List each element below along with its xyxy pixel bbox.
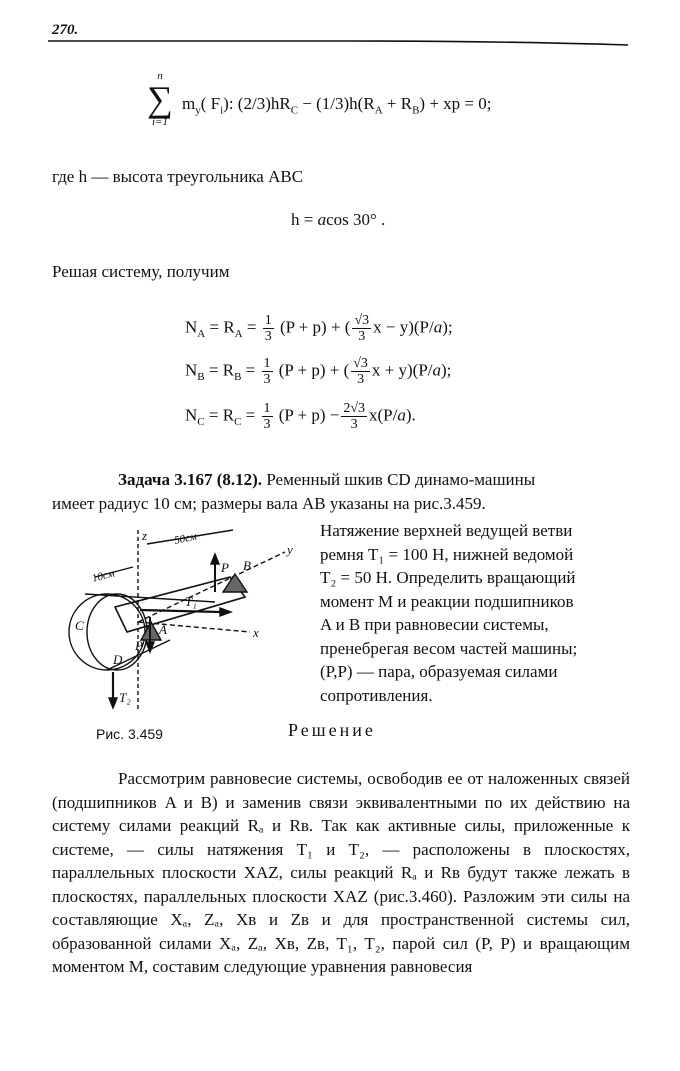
problem-line: A и B при равновесии системы, [320,615,549,634]
label-dim-10: 10см [90,567,116,585]
problem-line: ремня T₁ = 100 H, нижней ведомой [320,544,574,564]
label-d: D [113,652,123,667]
problem-line: T₂ = 50 H. Определить вращающий [320,568,576,587]
figure-3-459 [55,522,310,717]
sum-operator: n ∑ i=1 [147,70,173,128]
p-arrowhead-right [211,554,219,564]
shaft [115,577,245,632]
label-p1: P [221,560,229,575]
h-equation: h = acos 30° . [291,210,386,229]
na-fraction: $\frac{1}{3}$ [264,313,272,344]
label-b: B [243,558,251,573]
problem-line: Натяжение верхней ведущей ветви [320,521,573,540]
solution-title: Решение [288,720,376,740]
bearing-b [223,574,247,592]
na-sqrt-fraction: $\frac{√3}{3}$ [354,313,370,344]
nc-sqrt-fraction: $\frac{2√3}{3}$ [343,401,366,432]
header-rule [48,40,628,46]
page-number: 270. [52,22,79,38]
problem-line: (P,P) — пара, образуемая силами [320,662,558,681]
problem-line: сопротивления. [320,685,433,705]
moment-equation: $m_y$( $F_i$): $(2/3)hR_C - (1/3)h(R_A + R_B)$ + xp = 0; [182,94,492,117]
nc-equation: $N_C = R_C$ = $\frac{1}{3}$ (P + p) − $\frac{2√3}{3}$ x(P/a). [185,401,416,432]
problem-statement: Задача 3.167 (8.12). Ременный шкив CD динамо-машины имеет радиус 10 см; размеры вала AB указаны на рис.3.459. [52,470,536,513]
label-y: y [287,542,293,557]
nb-equation: $N_B = R_B$ = $\frac{1}{3}$ (P + p) + ( $\frac{√3}{3}$ x + y)(P/a); [185,356,452,387]
h-definition: где h — высота треугольника ABC [52,167,304,186]
problem-line: пренебрегая весом частей машины; [320,638,578,658]
na-equation: $N_A = R_A$ = $\frac{1}{3}$ (P + p) + ( $\frac{√3}{3}$ x − y)(P/a); [185,313,453,344]
t1-arrowhead [220,608,231,616]
label-c: C [75,618,84,633]
t1-arrow [140,610,220,612]
solve-text: Решая систему, получим [52,262,230,281]
label-x: x [253,625,259,640]
nc-fraction: $\frac{1}{3}$ [263,401,271,432]
label-a: A [159,622,167,637]
problem-line: момент M и реакции подшипников [320,591,574,611]
t2-arrowhead [109,698,117,708]
label-p2: P [135,638,143,653]
label-t1: T₁ [185,594,197,609]
label-z: z [142,528,148,543]
nb-sqrt-fraction: $\frac{√3}{3}$ [353,356,368,387]
solution-paragraph: Рассмотрим равновесие системы, освободив ее от наложенных связей (подшипников A и B) и заменив связи эквивалентными по их действию на систему силами реакций Rₐ и Rʙ. Так как активные силы, приложенные к системе, — силы натяжения T₁ и T₂, — расположены в плоскостях, параллельных плоскости XAZ, силы реакций Rₐ и Rʙ будут также лежать в плоскостях, параллельных плоскости XAZ (рис.3.460). Разложим эти силы на составляющие Xₐ, Zₐ, Xʙ и Zʙ и для пространственной системы сил, образованной силами Xₐ, Zₐ, Xʙ, Zʙ, T₁, T₂, парой сил (P, P) и вращающим моментом M, составим следующие уравнения равновесия [52,769,630,976]
problem-title: Задача 3.167 (8.12). [118,470,263,489]
nb-fraction: $\frac{1}{3}$ [263,356,271,387]
label-dim-50: 50см [173,530,199,547]
label-t2: T₂ [119,690,131,705]
figure-caption: Рис. 3.459 [96,726,163,742]
problem-right-column [320,519,630,707]
